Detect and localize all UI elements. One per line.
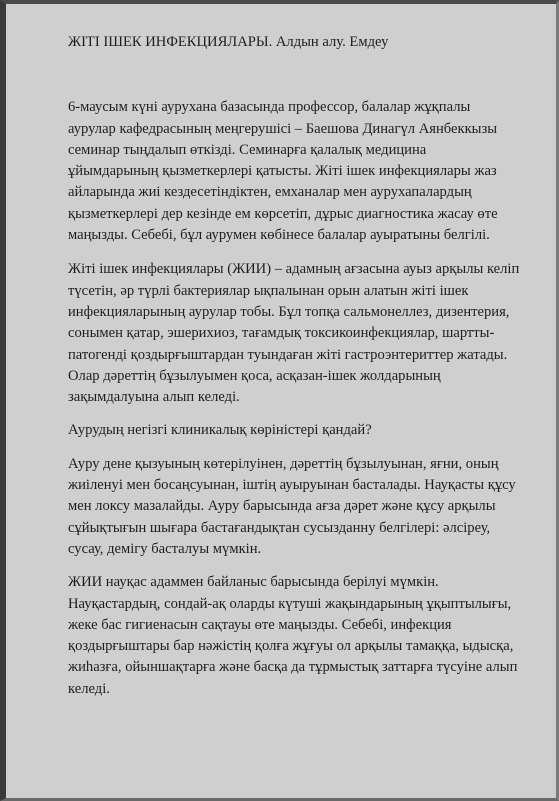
article-title: ЖІТІ ІШЕК ИНФЕКЦИЯЛАРЫ. Алдын алу. Емдеу: [68, 34, 389, 50]
paragraph-question: Аурудың негізгі клиникалық көріністері қандай?: [68, 422, 372, 439]
article: [68, 32, 520, 712]
paragraph-seminar: 6-маусым күні аурухана базасында профессор, балалар жұқпалы аурулар кафедрасының меңгерушісі – Баешова Динагүл Аянбеккызы семинар тыңдалып өткізді. Семинарға қалалық медицина ұйымдарының қызметкерлері қатысты. Жіті ішек инфекциялары жаз айларында жиі кездесетіндіктен, емханалар мен аурухапалардың қызметкерлері дер кезінде ем көрсетіп, дұрыс диагностика жасау өте маңызды. Себебі, бұл аурумен көбінесе балалар ауыратыны белгілі.: [68, 99, 498, 244]
paragraph-prevention: ЖИИ науқас адаммен байланыс барысында берілуі мүмкін. Науқастардың, сондай-ақ оларды күтуші жақындарының ұқыптылығы, жеке бас гигиенасын сақтауы өте маңызды. Себебі, инфекция қоздырғыштары бар нәжістің қолға жұғуы ол арқылы тамаққа, ыдысқа, жиһазға, ойыншақтарға және басқа да тұрмыстық заттарға түсуіне алып келеді.: [68, 574, 518, 697]
paragraph-definition: Жіті ішек инфекциялары (ЖИИ) – адамның ағзасына ауыз арқылы келіп түсетін, әр түрлі бактериялар ықпалынан орын алатын жіті ішек инфекцияларының аурулар тобы. Бұл топқа сальмонеллез, дизентерия, сонымен қатар, эшерихиоз, тағамдық токсикоинфекциялар, шартты-патогенді қоздырғыштардан туындаған жіті гастроэнтериттер жатады. Олар дәреттің бұзылуымен қоса, асқазан-ішек жолдарының зақымдалуына алып келеді.: [68, 261, 520, 406]
paragraph-symptoms: Ауру дене қызуының көтерілуінен, дәреттің бұзылуынан, яғни, оның жиіленуі мен босаңсуынан, іштің ауыруынан басталады. Науқасты құсу мен локсу мазалайды. Ауру барысында ағза дәрет және құсу арқылы сұйықтығын шығара бастағандықтан сусызданну белгілері: әлсіреу, сусау, демігу басталуы мүмкін.: [68, 455, 516, 557]
